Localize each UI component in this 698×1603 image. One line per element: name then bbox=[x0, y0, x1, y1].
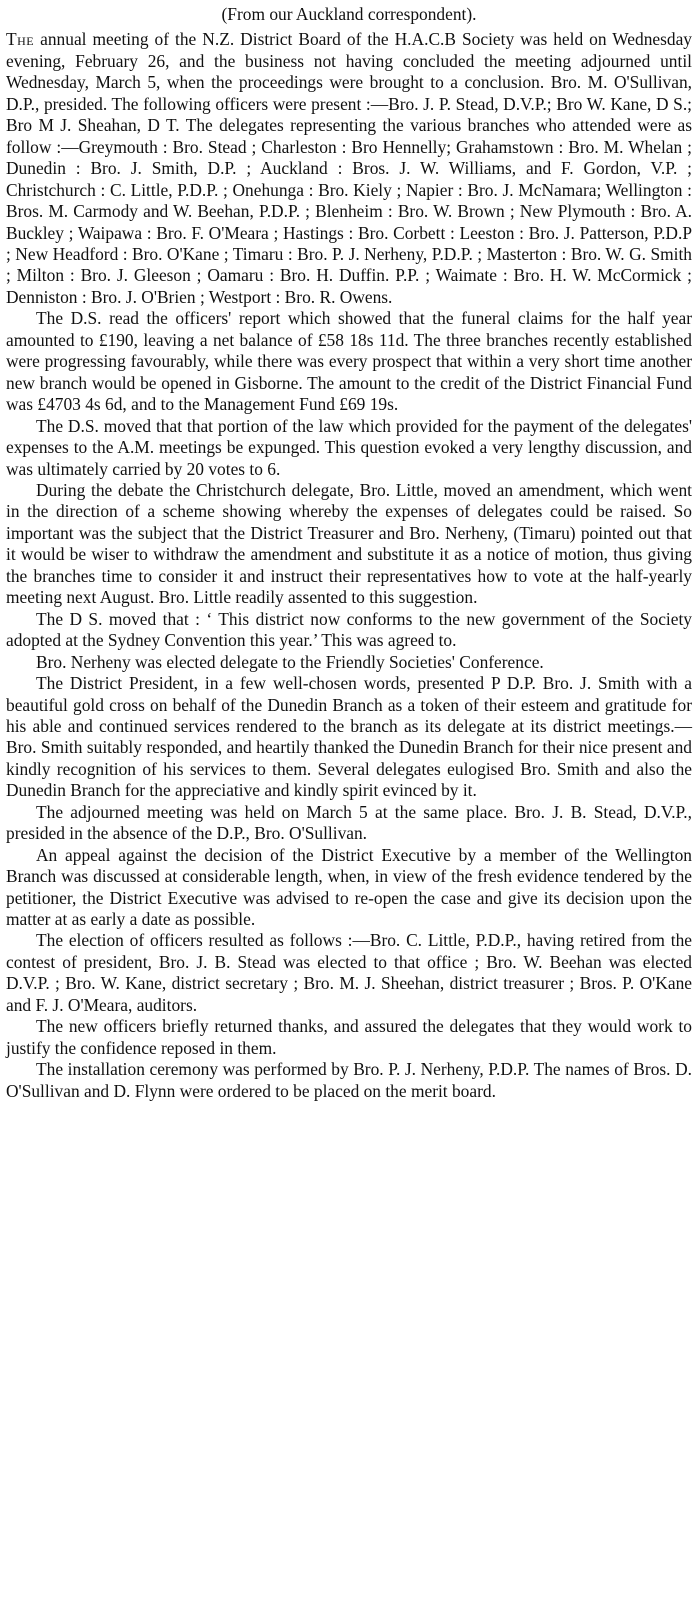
article-paragraph-9: An appeal against the decision of the District Executive by a member of the Wellington Branch was discussed at considerable length, when, in view of the fresh evidence tendered by the petitioner, the District Executive was advised to re-open the case and give its decision upon the matter at as early a date as possible. bbox=[6, 844, 692, 930]
article-paragraph-10: The election of officers resulted as follows :—Bro. C. Little, P.D.P., having retired from the contest of president, Bro. J. B. Stead was elected to that office ; Bro. W. Beehan was elected D.V.P. ; Bro. W. Kane, district secretary ; Bro. M. J. Sheehan, district treasurer ; Bros. P. O'Kane and F. J. O'Meara, auditors. bbox=[6, 930, 692, 1015]
article-paragraph-5: The D S. moved that : ‘ This district now conforms to the new government of the Society adopted at the Sydney Convention this year.’ This was agreed to. bbox=[6, 608, 692, 651]
paragraph-text: annual meeting of the N.Z. District Board of the H.A.C.B Society was held on Wednesday evening, February 26, and the business not having concluded the meeting adjourned until Wednesday, March 5, when the proceedings were brought to a conclusion. Bro. M. O'Sullivan, D.P., presided. The following officers were present :—Bro. J. P. Stead, D.V.P.; Bro W. Kane, D S.; Bro M J. Sheahan, D T. The delegates representing the various branches who attended were as follow :—Greymouth : Bro. Stead ; Charleston : Bro Hennelly; Grahamstown : Bro. M. Whelan ; Dunedin : Bro. J. Smith, D.P. ; Auckland : Bros. J. W. Williams, and F. Gordon, V.P. ; Christchurch : C. Little, P.D.P. ; Onehunga : Bro. Kiely ; Napier : Bro. J. McNamara; Wellington : Bros. M. Carmody and W. Beehan, P.D.P. ; Blenheim : Bro. W. Brown ; New Plymouth : Bro. A. Buckley ; Waipawa : Bro. F. O'Meara ; Hastings : Bro. Corbett : Leeston : Bro. J. Patterson, P.D.P ; New Headford : Bro. O'Kane ; Timaru : Bro. P. J. Nerheny, P.D.P. ; Masterton : Bro. W. G. Smith ; Milton : Bro. J. Gleeson ; Oamaru : Bro. H. Duffin. P.P. ; Waimate : Bro. H. W. McCormick ; Denniston : Bro. J. O'Brien ; Westport : Bro. R. Owens. bbox=[6, 29, 692, 307]
article-dateline: (From our Auckland correspondent). bbox=[221, 4, 477, 24]
article-paragraph-11: The new officers briefly returned thanks, and assured the delegates that they would work to justify the confidence reposed in them. bbox=[6, 1016, 692, 1058]
article-paragraph-3: The D.S. moved that that portion of the law which provided for the payment of the delegates' expenses to the A.M. meetings be expunged. This question evoked a very lengthy discussion, and was ultimately carried by 20 votes to 6. bbox=[6, 415, 692, 479]
article-paragraph-12: The installation ceremony was performed by Bro. P. J. Nerheny, P.D.P. The names of Bros. D. O'Sullivan and D. Flynn were ordered to be placed on the merit board. bbox=[6, 1059, 692, 1101]
article-paragraph-7: The District President, in a few well-chosen words, presented P D.P. Bro. J. Smith with a beautiful gold cross on behalf of the Dunedin Branch as a token of their esteem and gratitude for his able and continued services rendered to the branch as its delegate at its district meetings.—Bro. Smith suitably responded, and heartily thanked the Dunedin Branch for their nice present and kindly recognition of his services to them. Several delegates eulogised Bro. Smith and also the Dunedin Branch for the appreciative and kindly spirit evinced by it. bbox=[6, 673, 692, 801]
article-paragraph-1 bbox=[6, 29, 692, 308]
article-paragraph-8: The adjourned meeting was held on March 5 at the same place. Bro. J. B. Stead, D.V.P., presided in the absence of the D.P., Bro. O'Sullivan. bbox=[6, 801, 692, 844]
article-paragraph-6: Bro. Nerheny was elected delegate to the Friendly Societies' Conference. bbox=[36, 651, 544, 672]
article-paragraph-4: During the debate the Christchurch delegate, Bro. Little, moved an amendment, which went in the direction of a scheme showing whereby the expenses of delegates could be raised. So important was the subject that the District Treasurer and Bro. Nerheny, (Timaru) pointed out that it would be wiser to withdraw the amendment and substitute it as a notice of motion, thus giving the branches time to consider it and instruct their representatives how to vote at the half-yearly meeting next August. Bro. Little readily assented to this suggestion. bbox=[6, 479, 692, 608]
lead-word: The bbox=[6, 29, 35, 50]
newspaper-article bbox=[6, 4, 692, 1102]
article-paragraph-2: The D.S. read the officers' report which showed that the funeral claims for the half year amounted to £190, leaving a net balance of £58 18s 11d. The three branches recently established were progressing favourably, while there was every prospect that within a very short time another new branch would be opened in Gisborne. The amount to the credit of the District Financial Fund was £4703 4s 6d, and to the Management Fund £69 19s. bbox=[6, 308, 692, 415]
